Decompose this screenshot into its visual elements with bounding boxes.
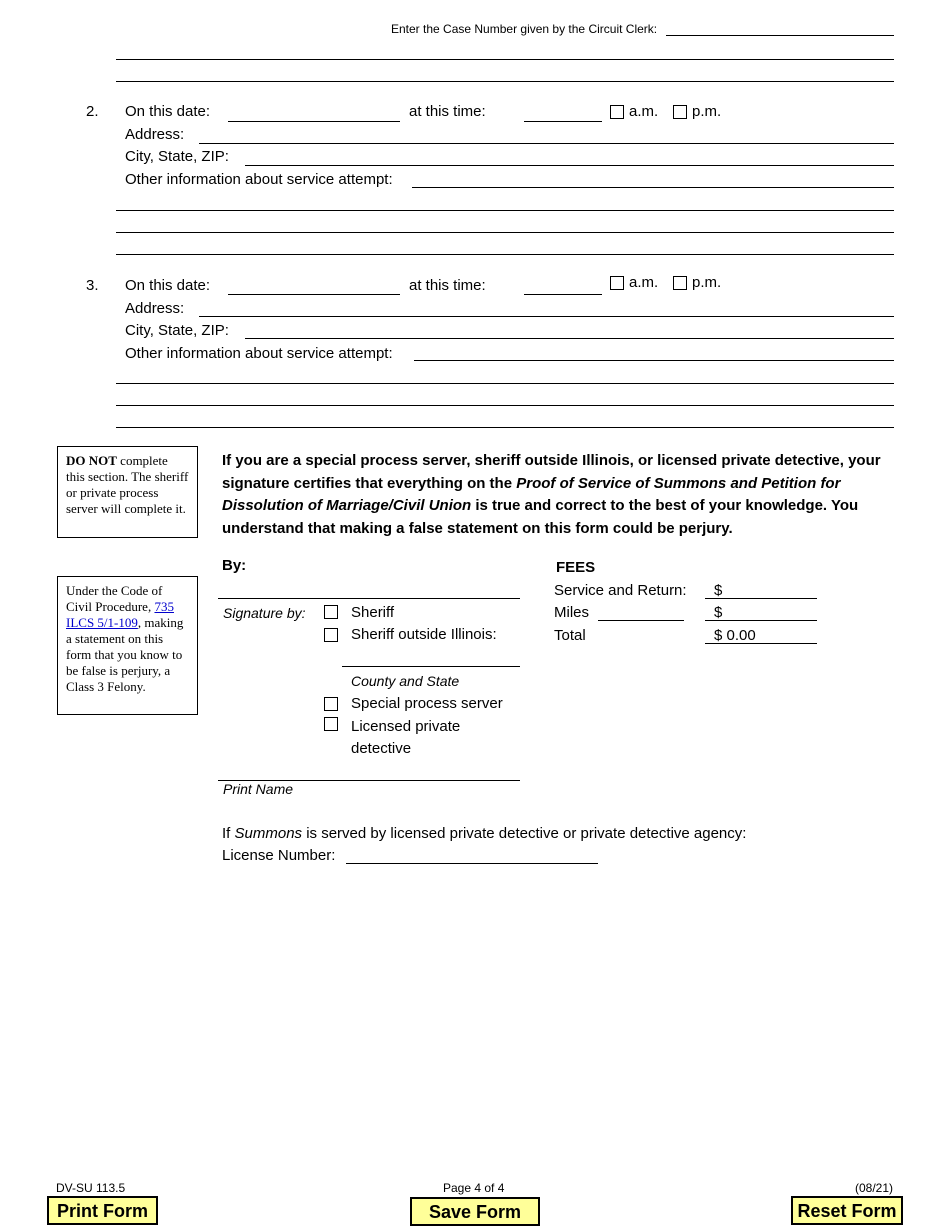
miles-label: Miles xyxy=(554,604,590,621)
by-label: By: xyxy=(222,557,247,574)
other-info-label: Other information about service attempt: xyxy=(125,345,393,362)
pm-label: p.m. xyxy=(692,274,722,291)
case-number-label: Enter the Case Number given by the Circuit Clerk: xyxy=(391,22,658,36)
address-label: Address: xyxy=(125,126,185,143)
perjury-prefix: Under the Code of Civil Procedure, xyxy=(66,583,163,614)
miles-dollar-sign: $ xyxy=(714,604,723,621)
signature-field[interactable] xyxy=(218,598,520,599)
blank-line[interactable] xyxy=(116,254,894,255)
other-info-label: Other information about service attempt: xyxy=(125,171,393,188)
ilcs-link[interactable]: 735 ILCS 5/1-109 xyxy=(66,599,174,630)
certification-statement xyxy=(222,450,892,540)
total-fee-field[interactable] xyxy=(705,643,817,644)
form-id: DV-SU 113.5 xyxy=(56,1181,126,1195)
certification-form-title: Proof of Service of Summons and Petition for Dissolution of Marriage/Civil Union xyxy=(222,474,841,514)
pm-checkbox[interactable] xyxy=(673,276,687,290)
do-not-bold: DO NOT xyxy=(66,453,117,468)
do-not-text: complete this section. The sheriff or private process server will complete it. xyxy=(66,453,189,516)
address-label: Address: xyxy=(125,300,185,317)
total-label: Total xyxy=(554,627,586,644)
special-process-checkbox[interactable] xyxy=(324,697,338,711)
total-value: $ 0.00 xyxy=(714,627,756,644)
certification-part2: is true and correct to the best of your knowledge. You understand that making a false statement on this form could be perjury. xyxy=(222,497,859,537)
time-label: at this time: xyxy=(409,103,486,120)
special-process-label: Special process server xyxy=(351,695,503,712)
city-state-zip-label: City, State, ZIP: xyxy=(125,322,229,339)
time-field[interactable] xyxy=(524,121,602,122)
am-checkbox[interactable] xyxy=(610,105,624,119)
blank-line[interactable] xyxy=(116,81,894,82)
sheriff-outside-label: Sheriff outside Illinois: xyxy=(351,626,497,643)
city-state-zip-label: City, State, ZIP: xyxy=(125,148,229,165)
date-field[interactable] xyxy=(228,294,400,295)
date-label: On this date: xyxy=(125,277,211,294)
print-name-label: Print Name xyxy=(223,781,294,797)
license-summons: Summons xyxy=(234,825,303,842)
fees-title: FEES xyxy=(556,559,596,576)
county-state-label: County and State xyxy=(351,673,460,689)
license-suffix: is served by licensed private detective or private detective agency: xyxy=(302,825,747,842)
service-return-fee-field[interactable] xyxy=(705,598,817,599)
signature-by-label: Signature by: xyxy=(223,605,306,621)
save-form-button[interactable]: Save Form xyxy=(410,1197,540,1226)
blank-line[interactable] xyxy=(116,427,894,428)
county-state-field[interactable] xyxy=(342,666,520,667)
sheriff-label: Sheriff xyxy=(351,604,395,621)
blank-line[interactable] xyxy=(116,232,894,233)
sheriff-outside-checkbox[interactable] xyxy=(324,628,338,642)
licensed-private-label-cont: detective xyxy=(351,740,412,757)
perjury-note xyxy=(57,576,198,715)
other-info-field[interactable] xyxy=(412,187,894,188)
date-field[interactable] xyxy=(228,121,400,122)
license-statement xyxy=(222,825,746,842)
blank-line[interactable] xyxy=(116,405,894,406)
service-dollar-sign: $ xyxy=(714,582,723,599)
pm-checkbox[interactable] xyxy=(673,105,687,119)
am-label: a.m. xyxy=(629,274,659,291)
address-field[interactable] xyxy=(199,316,894,317)
am-checkbox[interactable] xyxy=(610,276,624,290)
time-label: at this time: xyxy=(409,277,486,294)
miles-field[interactable] xyxy=(598,620,684,621)
blank-line[interactable] xyxy=(116,59,894,60)
reset-form-button[interactable]: Reset Form xyxy=(791,1196,903,1225)
perjury-suffix: , making a statement on this form that you know to be false is perjury, a Class 3 Felony. xyxy=(66,615,184,694)
attempt-number: 2. xyxy=(86,103,99,120)
other-info-field[interactable] xyxy=(414,360,894,361)
miles-fee-field[interactable] xyxy=(705,620,817,621)
do-not-complete-note xyxy=(57,446,198,538)
city-state-zip-field[interactable] xyxy=(245,165,894,166)
certification-part1: If you are a special process server, sheriff outside Illinois, or licensed private detective, your signature certifies that everything on the xyxy=(222,452,881,492)
attempt-number: 3. xyxy=(86,277,99,294)
sheriff-checkbox[interactable] xyxy=(324,605,338,619)
license-number-field[interactable] xyxy=(346,863,598,864)
date-label: On this date: xyxy=(125,103,211,120)
form-revision: (08/21) xyxy=(855,1181,894,1195)
pm-label: p.m. xyxy=(692,103,722,120)
city-state-zip-field[interactable] xyxy=(245,338,894,339)
page-number: Page 4 of 4 xyxy=(443,1181,505,1195)
service-return-label: Service and Return: xyxy=(554,582,687,599)
license-number-label: License Number: xyxy=(222,847,336,864)
licensed-private-label: Licensed private xyxy=(351,718,461,735)
print-form-button[interactable]: Print Form xyxy=(47,1196,158,1225)
case-number-field[interactable] xyxy=(666,35,894,36)
time-field[interactable] xyxy=(524,294,602,295)
am-label: a.m. xyxy=(629,103,659,120)
licensed-private-checkbox[interactable] xyxy=(324,717,338,731)
blank-line[interactable] xyxy=(116,210,894,211)
license-prefix: If xyxy=(222,825,235,842)
address-field[interactable] xyxy=(199,143,894,144)
blank-line[interactable] xyxy=(116,383,894,384)
